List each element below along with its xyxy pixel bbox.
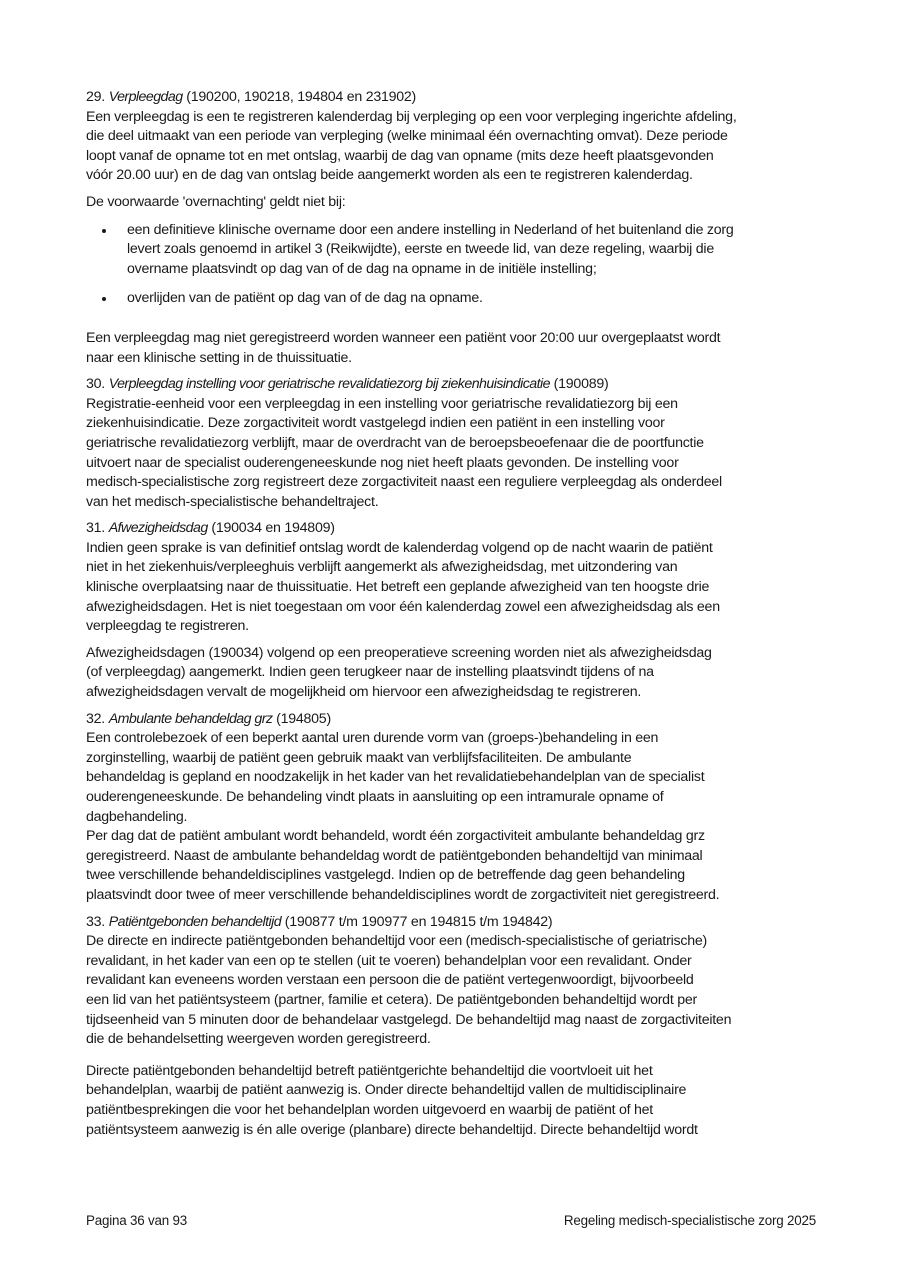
text-line: ouderengeneeskunde. De behandeling vindt plaats in aansluiting op een intramurale opname of bbox=[86, 789, 664, 805]
document-title: Regeling medisch-specialistische zorg 2025 bbox=[563, 1213, 816, 1228]
text-line: een lid van het patiëntsysteem (partner, familie et cetera). De patiëntgebonden behandeltijd wordt per bbox=[86, 991, 697, 1008]
document-page bbox=[86, 88, 826, 1140]
section-30-verpleegdag-grz bbox=[86, 375, 826, 512]
section-number: 31. bbox=[86, 520, 105, 537]
text-line: Een verpleegdag is een te registreren kalenderdag bij verpleging op een voor verpleging ingerichte afdeling, bbox=[86, 108, 737, 125]
text-line: ziekenhuisindicatie. Deze zorgactiviteit wordt vastgelegd indien een patiënt in een instelling voor bbox=[86, 415, 665, 432]
section-number: 29. bbox=[86, 89, 105, 105]
section-title: Verpleegdag instelling voor geriatrische revalidatiezorg bij ziekenhuisindicatie bbox=[108, 376, 550, 393]
text-line: Indien geen sprake is van definitief ontslag wordt de kalenderdag volgend op de nacht waarin de patiënt bbox=[86, 539, 713, 556]
text-line: dagbehandeling. bbox=[86, 808, 188, 825]
section-codes: (190089) bbox=[553, 376, 609, 393]
page-number: Pagina 36 van 93 bbox=[86, 1213, 188, 1228]
text-line: tijdseenheid van 5 minuten door de behandelaar vastgelegd. De behandeltijd mag naast de zorgactiviteiten bbox=[86, 1011, 732, 1028]
text-line: naar een klinische setting in de thuissituatie. bbox=[86, 349, 352, 366]
section-title: Ambulante behandeldag grz bbox=[108, 710, 273, 727]
bullet-icon bbox=[102, 229, 106, 233]
text-line: zorginstelling, waarbij de patiënt geen gebruik maakt van verblijfsfaciliteiten. De ambulante bbox=[86, 749, 632, 766]
text-line: geriatrische revalidatiezorg verblijft, maar de overdracht van de beroepsbeoefenaar die de poortfunctie bbox=[86, 434, 704, 451]
section-codes: (190877 t/m 190977 en 194815 t/m 194842) bbox=[284, 913, 553, 930]
text-line: revalidant, in het kader van een op te stellen (uit te voeren) behandelplan voor een revalidant. Onder bbox=[86, 952, 692, 969]
text-line: loopt vanaf de opname tot en met ontslag, waarbij de dag van opname (mits deze heeft plaatsgevonden bbox=[86, 147, 714, 164]
text-line: klinische overplaatsing naar de thuissituatie. Het betreft een geplande afwezigheid van ten hoogste drie bbox=[86, 579, 710, 596]
paragraph bbox=[86, 395, 826, 513]
section-29-verpleegdag bbox=[86, 88, 826, 368]
bullet-list bbox=[86, 221, 826, 309]
text-line: die de behandelsetting weergeven worden geregistreerd. bbox=[86, 1031, 431, 1048]
text-line: behandeldag is gepland en noodzakelijk in het kader van het revalidatiebehandelplan van de specialist bbox=[86, 769, 705, 786]
text-line: overlijden van de patiënt op dag van of de dag na opname. bbox=[127, 290, 483, 307]
text-line: Een controlebezoek of een beperkt aantal uren durende vorm van (groeps-)behandeling in een bbox=[86, 730, 659, 747]
text-line: plaatsvindt door twee of meer verschillende behandeldisciplines wordt de zorgactiviteit niet geregistreerd. bbox=[86, 886, 720, 903]
text-line: afwezigheidsdagen vervalt de mogelijkheid om hiervoor een afwezigheidsdag te registreren. bbox=[86, 684, 642, 701]
text-line: Registratie-eenheid voor een verpleegdag in een instelling voor geriatrische revalidatiezorg bij een bbox=[86, 395, 678, 412]
text-line: een definitieve klinische overname door een andere instelling in Nederland of het buitenland die zorg bbox=[127, 221, 734, 238]
text-line: uitvoert naar de specialist ouderengeneeskunde nog niet heeft plaats gevonden. De instelling voor bbox=[86, 454, 679, 471]
section-number: 33. bbox=[86, 913, 105, 930]
text-line: (of verpleegdag) aangemerkt. Indien geen terugkeer naar de instelling plaatsvindt tijdens of na bbox=[86, 664, 654, 681]
section-number: 30. bbox=[86, 376, 105, 393]
text-line: afwezigheidsdagen. Het is niet toegestaan om voor één kalenderdag zowel een afwezigheidsdag als een bbox=[86, 598, 720, 615]
text-line: patiëntsysteem aanwezig is én alle overige (planbare) directe behandeltijd. Directe behandeltijd wordt bbox=[86, 1121, 698, 1138]
text-line: levert zoals genoemd in artikel 3 (Reikwijdte), eerste en tweede lid, van deze regeling, waarbij die bbox=[127, 241, 714, 258]
paragraph bbox=[86, 644, 826, 703]
text-line: De voorwaarde 'overnachting' geldt niet bij: bbox=[86, 193, 346, 210]
text-line: medisch-specialistische zorg registreert deze zorgactiviteit naast een reguliere verpleegdag als onderdeel bbox=[86, 474, 722, 491]
bullet-icon bbox=[102, 297, 106, 301]
text-line: geregistreerd. Naast de ambulante behandeldag wordt de patiëntgebonden behandeltijd van minimaal bbox=[86, 847, 703, 864]
text-line: behandelplan, waarbij de patiënt aanwezig is. Onder directe behandeltijd vallen de multidisciplinaire bbox=[86, 1082, 687, 1099]
text-line: verpleegdag te registreren. bbox=[86, 618, 249, 635]
bullet-item bbox=[86, 221, 826, 280]
section-title: Patiëntgebonden behandeltijd bbox=[108, 913, 282, 930]
text-line: die deel uitmaakt van een periode van verpleging (welke minimaal één overnachting omvat). Deze periode bbox=[86, 128, 728, 145]
text-line: overname plaatsvindt op dag van of de dag na opname in de initiële instelling; bbox=[127, 260, 597, 277]
page-footer bbox=[86, 1212, 816, 1230]
text-line: Een verpleegdag mag niet geregistreerd worden wanneer een patiënt voor 20:00 uur overgeplaatst wordt bbox=[86, 329, 721, 346]
section-heading bbox=[86, 519, 826, 539]
section-heading bbox=[86, 913, 826, 933]
section-codes: (194805) bbox=[276, 710, 331, 727]
text-line: Per dag dat de patiënt ambulant wordt behandeld, wordt één zorgactiviteit ambulante behandeldag grz bbox=[86, 828, 705, 845]
section-codes: (190200, 190218, 194804 en 231902) bbox=[186, 89, 417, 105]
text-line: van het medisch-specialistische behandeltraject. bbox=[86, 493, 379, 510]
section-number: 32. bbox=[86, 710, 105, 727]
section-heading bbox=[86, 375, 826, 395]
text-line: vóór 20.00 uur) en de dag van ontslag beide aangemerkt worden als een te registreren kalenderdag. bbox=[86, 167, 693, 184]
text-line: Afwezigheidsdagen (190034) volgend op een preoperatieve screening worden niet als afwezigheidsdag bbox=[86, 644, 712, 661]
text-line: De directe en indirecte patiëntgebonden behandeltijd voor een (medisch-specialistische of geriatrische) bbox=[86, 933, 707, 950]
text-line: twee verschillende behandeldisciplines vastgelegd. Indien op de betreffende dag geen behandeling bbox=[86, 867, 685, 884]
paragraph bbox=[86, 539, 826, 637]
paragraph bbox=[86, 932, 826, 1050]
text-line: revalidant kan eveneens worden verstaan een persoon die de patiënt vertegenwoordigt, bijvoorbeeld bbox=[86, 972, 694, 989]
section-codes: (190034 en 194809) bbox=[211, 520, 335, 537]
section-title: Afwezigheidsdag bbox=[108, 520, 208, 537]
text-line: niet in het ziekenhuis/verpleeghuis verblijft aangemerkt als afwezigheidsdag, met uitzondering van bbox=[86, 559, 678, 576]
paragraph bbox=[86, 108, 826, 186]
section-heading bbox=[86, 88, 826, 108]
section-33-patientgebonden-behandeltijd bbox=[86, 913, 826, 1141]
paragraph bbox=[86, 1062, 826, 1140]
section-31-afwezigheidsdag bbox=[86, 519, 826, 702]
paragraph bbox=[86, 329, 826, 368]
text-line: patiëntbesprekingen die voor het behandelplan worden uitgevoerd en waarbij de patiënt of het bbox=[86, 1101, 653, 1118]
section-title: Verpleegdag bbox=[108, 89, 183, 105]
paragraph bbox=[86, 729, 826, 905]
section-32-ambulante-behandeldag bbox=[86, 710, 826, 906]
text-line: Directe patiëntgebonden behandeltijd betreft patiëntgerichte behandeltijd die voortvloeit uit het bbox=[86, 1062, 653, 1079]
paragraph bbox=[86, 193, 826, 213]
bullet-item bbox=[86, 289, 826, 309]
section-heading bbox=[86, 710, 826, 730]
